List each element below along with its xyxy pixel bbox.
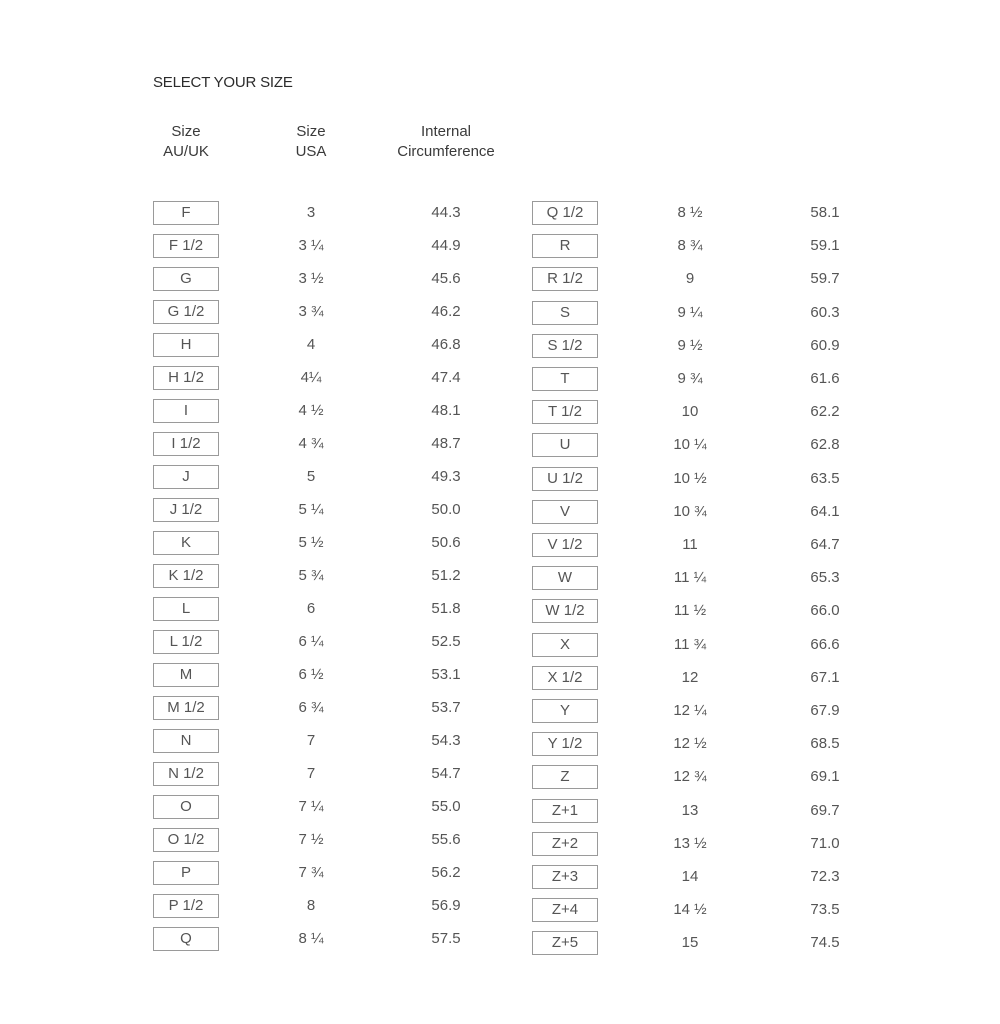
circumference-value: 53.7 — [431, 699, 461, 716]
table-row — [0, 699, 1000, 723]
circumference-value: 54.3 — [431, 732, 461, 749]
size-option-button[interactable]: Y 1/2 — [532, 732, 598, 756]
usa-size-value: 7 ¼ — [298, 798, 324, 815]
size-option-button[interactable]: V — [532, 500, 598, 524]
table-row — [0, 765, 1000, 789]
usa-size-value: 8 ¼ — [298, 930, 324, 947]
size-option-button[interactable]: S 1/2 — [532, 334, 598, 358]
size-option-button[interactable]: M — [153, 663, 219, 687]
usa-size-value: 4¼ — [300, 369, 322, 386]
circumference-value: 53.1 — [431, 666, 461, 683]
circumference-value: 52.5 — [431, 633, 461, 650]
usa-size-value: 13 ½ — [673, 834, 707, 852]
size-option-button[interactable]: Z+3 — [532, 865, 598, 889]
circumference-value: 45.6 — [431, 270, 461, 287]
circumference-value: 63.5 — [810, 469, 840, 487]
size-option-button[interactable]: Y — [532, 699, 598, 723]
circumference-value: 67.9 — [810, 702, 840, 719]
usa-size-value: 9 ¼ — [677, 303, 703, 321]
usa-size-value: 4 ¾ — [298, 435, 324, 452]
size-option-button[interactable]: U 1/2 — [532, 467, 598, 491]
size-option-button[interactable]: Q — [153, 927, 219, 951]
size-option-button[interactable]: R 1/2 — [532, 267, 598, 291]
size-option-button[interactable]: F 1/2 — [153, 234, 219, 258]
circumference-value: 65.3 — [810, 569, 840, 587]
circumference-value: 66.0 — [810, 602, 840, 620]
page-title: SELECT YOUR SIZE — [153, 74, 293, 91]
usa-size-value: 7 ½ — [298, 831, 324, 848]
size-option-button[interactable]: Z+1 — [532, 799, 598, 823]
circumference-value: 68.5 — [810, 735, 840, 753]
usa-size-value: 10 ½ — [673, 469, 707, 487]
size-option-button[interactable]: G 1/2 — [153, 300, 219, 324]
circumference-value: 56.2 — [431, 864, 461, 881]
circumference-value: 44.9 — [431, 237, 461, 254]
circumference-value: 72.3 — [810, 868, 840, 885]
usa-size-value: 11 ½ — [673, 602, 707, 620]
table-row — [0, 732, 1000, 756]
usa-size-value: 13 — [681, 801, 699, 819]
usa-size-value: 8 — [306, 897, 316, 914]
circumference-value: 61.6 — [810, 370, 840, 387]
header-circ-line2: Circumference — [397, 143, 495, 160]
size-option-button[interactable]: Q 1/2 — [532, 201, 598, 225]
usa-size-value: 4 — [306, 336, 316, 353]
circumference-value: 56.9 — [431, 897, 461, 914]
size-option-button[interactable]: T 1/2 — [532, 400, 598, 424]
size-option-button[interactable]: P — [153, 861, 219, 885]
usa-size-value: 9 ½ — [677, 336, 703, 354]
table-row — [0, 500, 1000, 524]
table-row — [0, 533, 1000, 557]
size-option-button[interactable]: G — [153, 267, 219, 291]
size-option-button[interactable]: W 1/2 — [532, 599, 598, 623]
size-option-button[interactable]: S — [532, 301, 598, 325]
header-au-uk-line2: AU/UK — [163, 143, 209, 160]
size-option-button[interactable]: Z+2 — [532, 832, 598, 856]
size-option-button[interactable]: V 1/2 — [532, 533, 598, 557]
circumference-value: 67.1 — [810, 668, 840, 686]
usa-size-value: 3 ½ — [298, 270, 324, 287]
usa-size-value: 5 — [306, 468, 316, 485]
table-row — [0, 898, 1000, 922]
circumference-value: 60.9 — [810, 336, 840, 354]
circumference-value: 46.2 — [431, 303, 461, 320]
size-option-button[interactable]: K — [153, 531, 219, 555]
circumference-value: 51.8 — [431, 600, 461, 617]
table-row — [0, 234, 1000, 258]
circumference-value: 66.6 — [810, 635, 840, 653]
table-row — [0, 467, 1000, 491]
header-au-uk-line1: Size — [171, 123, 201, 140]
table-row — [0, 433, 1000, 457]
size-option-button[interactable]: O — [153, 795, 219, 819]
size-option-button[interactable]: I — [153, 399, 219, 423]
table-row — [0, 832, 1000, 856]
size-option-button[interactable]: M 1/2 — [153, 696, 219, 720]
usa-size-value: 12 ¼ — [673, 702, 707, 719]
size-option-button[interactable]: H 1/2 — [153, 366, 219, 390]
usa-size-value: 7 — [306, 732, 316, 749]
usa-size-value: 4 ½ — [298, 402, 324, 419]
size-option-button[interactable]: T — [532, 367, 598, 391]
usa-size-value: 14 ½ — [673, 901, 707, 919]
table-row — [0, 267, 1000, 291]
header-internal-circumference — [376, 122, 516, 162]
circumference-value: 47.4 — [431, 369, 461, 386]
circumference-value: 59.7 — [810, 270, 840, 288]
circumference-value: 55.0 — [431, 798, 461, 815]
circumference-value: 59.1 — [810, 237, 840, 255]
size-option-button[interactable]: Z+4 — [532, 898, 598, 922]
circumference-value: 64.1 — [810, 502, 840, 520]
circumference-value: 44.3 — [431, 204, 461, 221]
table-row — [0, 201, 1000, 225]
size-option-button[interactable]: P 1/2 — [153, 894, 219, 918]
circumference-value: 60.3 — [810, 303, 840, 321]
size-option-button[interactable]: X — [532, 633, 598, 657]
size-option-button[interactable]: K 1/2 — [153, 564, 219, 588]
size-option-button[interactable]: Z — [532, 765, 598, 789]
circumference-value: 64.7 — [810, 536, 840, 553]
usa-size-value: 6 — [306, 600, 316, 617]
size-option-button[interactable]: F — [153, 201, 219, 225]
circumference-value: 46.8 — [431, 336, 461, 353]
size-option-button[interactable]: W — [532, 566, 598, 590]
usa-size-value: 12 — [681, 668, 699, 686]
circumference-value: 50.0 — [431, 501, 461, 518]
usa-size-value: 10 — [681, 403, 699, 421]
usa-size-value: 14 — [681, 868, 699, 885]
circumference-value: 48.1 — [431, 402, 461, 419]
size-option-button[interactable]: J — [153, 465, 219, 489]
usa-size-value: 6 ¾ — [298, 699, 324, 716]
size-option-button[interactable]: O 1/2 — [153, 828, 219, 852]
usa-size-value: 3 — [306, 204, 316, 221]
table-row — [0, 666, 1000, 690]
circumference-value: 69.7 — [810, 801, 840, 819]
header-size-au-uk — [146, 122, 226, 162]
size-option-button[interactable]: H — [153, 333, 219, 357]
usa-size-value: 11 ¾ — [673, 635, 707, 653]
circumference-value: 62.2 — [810, 403, 840, 421]
usa-size-value: 9 ¾ — [677, 370, 703, 387]
circumference-value: 74.5 — [810, 934, 840, 952]
usa-size-value: 5 ¾ — [298, 567, 324, 584]
size-option-button[interactable]: R — [532, 234, 598, 258]
header-size-usa — [271, 122, 351, 162]
circumference-value: 49.3 — [431, 468, 461, 485]
usa-size-value: 8 ¾ — [677, 237, 703, 255]
usa-size-value: 10 ¾ — [673, 502, 707, 520]
circumference-value: 57.5 — [431, 930, 461, 947]
circumference-value: 50.6 — [431, 534, 461, 551]
usa-size-value: 10 ¼ — [673, 436, 707, 454]
table-row — [0, 599, 1000, 623]
circumference-value: 51.2 — [431, 567, 461, 584]
usa-size-value: 5 ½ — [298, 534, 324, 551]
size-option-button[interactable]: L — [153, 597, 219, 621]
circumference-value: 62.8 — [810, 436, 840, 454]
size-option-button[interactable]: X 1/2 — [532, 666, 598, 690]
usa-size-value: 12 ½ — [673, 735, 707, 753]
table-row — [0, 865, 1000, 889]
circumference-value: 69.1 — [810, 768, 840, 786]
header-usa-line1: Size — [296, 123, 326, 140]
usa-size-value: 5 ¼ — [298, 501, 324, 518]
circumference-value: 58.1 — [810, 204, 840, 221]
usa-size-value: 15 — [681, 934, 699, 952]
table-row — [0, 301, 1000, 325]
usa-size-value: 11 ¼ — [673, 569, 707, 587]
size-option-button[interactable]: J 1/2 — [153, 498, 219, 522]
table-row — [0, 334, 1000, 358]
usa-size-value: 6 ½ — [298, 666, 324, 683]
usa-size-value: 7 — [306, 765, 316, 782]
table-row — [0, 799, 1000, 823]
size-option-button[interactable]: I 1/2 — [153, 432, 219, 456]
usa-size-value: 8 ½ — [677, 204, 703, 221]
header-circ-line1: Internal — [420, 123, 472, 140]
usa-size-value: 9 — [685, 270, 695, 288]
circumference-value: 48.7 — [431, 435, 461, 452]
table-row — [0, 367, 1000, 391]
usa-size-value: 7 ¾ — [298, 864, 324, 881]
header-usa-line2: USA — [295, 143, 327, 160]
usa-size-value: 3 ¾ — [298, 303, 324, 320]
size-option-button[interactable]: L 1/2 — [153, 630, 219, 654]
usa-size-value: 11 — [682, 536, 698, 553]
circumference-value: 73.5 — [810, 901, 840, 919]
circumference-value: 54.7 — [431, 765, 461, 782]
size-option-button[interactable]: N 1/2 — [153, 762, 219, 786]
circumference-value: 71.0 — [810, 834, 840, 852]
size-option-button[interactable]: N — [153, 729, 219, 753]
table-row — [0, 566, 1000, 590]
table-row — [0, 400, 1000, 424]
table-row — [0, 633, 1000, 657]
size-option-button[interactable]: U — [532, 433, 598, 457]
usa-size-value: 12 ¾ — [673, 768, 707, 786]
circumference-value: 55.6 — [431, 831, 461, 848]
table-row — [0, 931, 1000, 955]
size-option-button[interactable]: Z+5 — [532, 931, 598, 955]
usa-size-value: 3 ¼ — [298, 237, 324, 254]
usa-size-value: 6 ¼ — [298, 633, 324, 650]
